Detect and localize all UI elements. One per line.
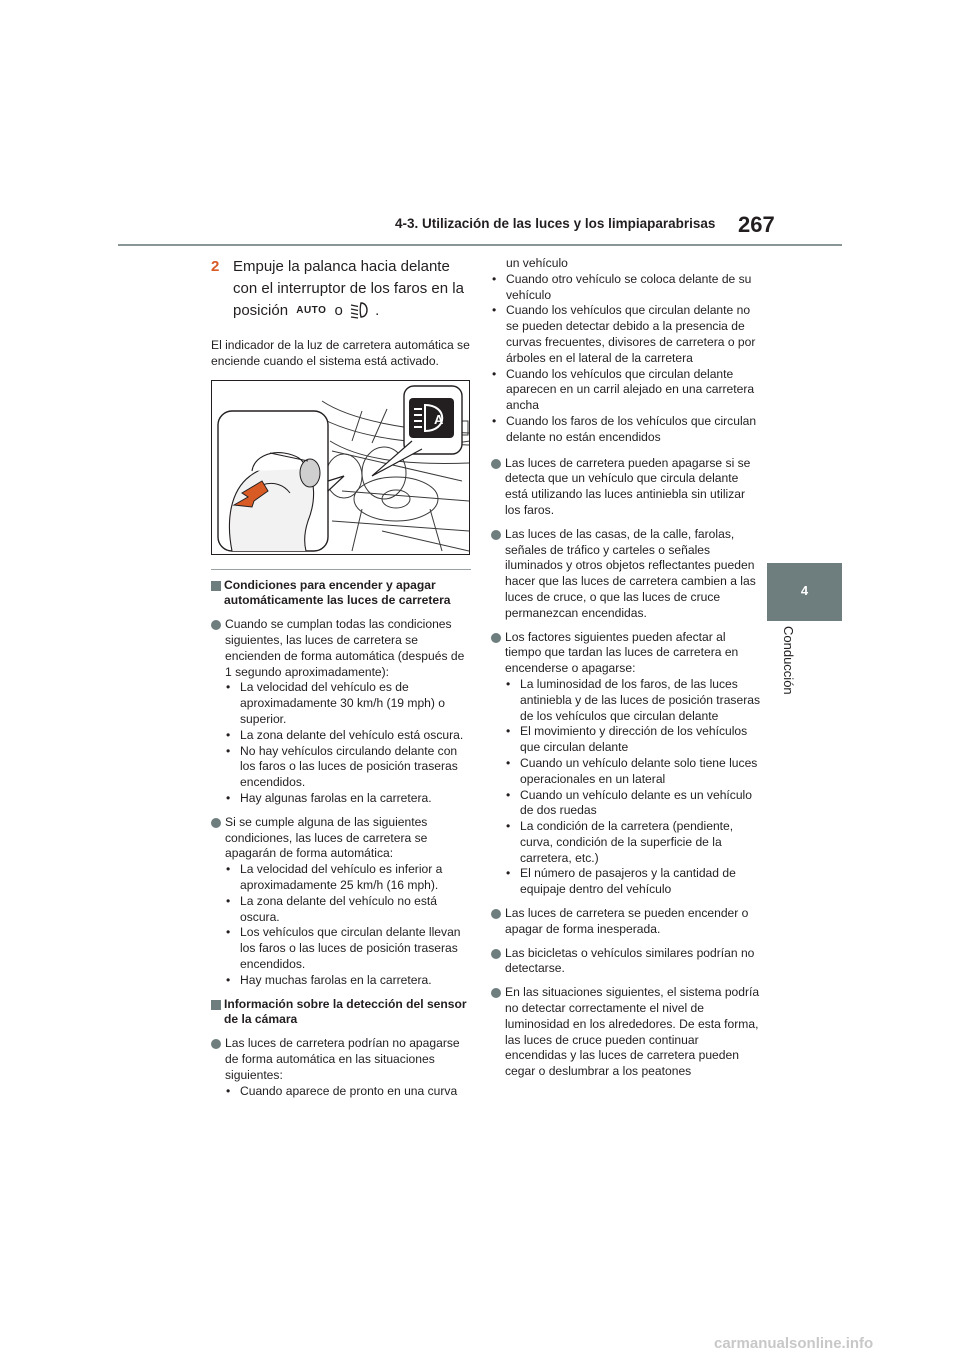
sub-item-text: La condición de la carretera (pendiente, curva, condición de la superficie de la carretera, etc.)	[520, 819, 734, 865]
step-2	[211, 256, 473, 326]
sub-item-text: Hay muchas farolas en la carretera.	[240, 972, 432, 987]
sub-item: • Cuando los faros de los vehículos que circulan delante no están encendidos	[492, 413, 757, 444]
bullet-item	[491, 527, 763, 622]
step-line-3	[233, 300, 473, 326]
heading-text: Información sobre la detección del sensor de la cámara	[224, 996, 467, 1027]
step-period: .	[375, 302, 380, 319]
section-heading-camera	[211, 997, 473, 1029]
bullet-item	[491, 985, 763, 1080]
heading-square-icon	[211, 1000, 221, 1010]
sub-item-text: Cuando aparece de pronto en una curva	[240, 1083, 458, 1098]
sub-item-text: No hay vehículos circulando delante con los faros o las luces de posición traseras encendidos.	[240, 743, 458, 790]
bullet-text: Las luces de carretera se pueden encender o apagar de forma inesperada.	[505, 906, 749, 936]
sub-item-text: La zona delante del vehículo está oscura.	[240, 727, 464, 742]
bullet-dot-icon	[211, 620, 221, 630]
bullet-dot-icon	[491, 909, 501, 919]
sub-item: • La condición de la carretera (pendiente, curva, condición de la superficie de la carretera, etc.)	[506, 819, 734, 865]
sub-item-text: El movimiento y dirección de los vehículos que circulan delante	[520, 724, 748, 755]
bullet-item	[211, 815, 473, 989]
left-column	[211, 256, 473, 1107]
bullet-item	[491, 946, 763, 978]
lever-illustration	[211, 380, 470, 555]
bullet-text: En las situaciones siguientes, el sistema podría no detectar correctamente el nivel de luminosidad en los alrededores. De esta forma, las luces de cruce pueden continuar encendidas y las luces de carretera pueden cegar o deslumbrar a los peatones	[505, 985, 760, 1079]
bullet-text: Las luces de carretera pueden apagarse si se detecta que un vehículo que circula delante está utilizando las luces antiniebla sin utilizar los faros.	[505, 455, 751, 517]
auto-icon: AUTO	[296, 305, 327, 316]
sub-item: • No hay vehículos circulando delante con los faros o las luces de posición traseras encendidos.	[226, 743, 458, 790]
sub-item-text: El número de pasajeros y la cantidad de equipaje dentro del vehículo	[520, 866, 736, 897]
step-or-word: o	[334, 302, 343, 319]
bullet-text: Las bicicletas o vehículos similares podrían no detectarse.	[505, 945, 755, 976]
right-column	[491, 256, 763, 1088]
bullet-dot-icon	[211, 818, 221, 828]
low-beam-icon	[350, 301, 372, 326]
sub-item-text: Cuando un vehículo delante es un vehículo de dos ruedas	[520, 787, 752, 818]
bullet-text: Las luces de las casas, de la calle, farolas, señales de tráfico y carteles o señales iluminados y otros objetos reflectantes pueden hacer que las luces de carretera cambien a las luces de cruce, o que las luces de cruce permanezcan encendidas.	[505, 526, 756, 620]
watermark: carmanualsonline.info	[714, 1335, 874, 1352]
sub-item: • Cuando un vehículo delante solo tiene luces operacionales en un lateral	[506, 755, 758, 786]
bullet-item	[211, 1036, 473, 1099]
sub-item-text: Hay algunas farolas en la carretera.	[240, 790, 432, 805]
bullet-text: Cuando se cumplan todas las condiciones siguientes, las luces de carretera se encienden de forma automática (después de 1 segundo aproximadamente):	[225, 617, 465, 679]
bullet-dot-icon	[491, 633, 501, 643]
bullet-dot-icon	[491, 459, 501, 469]
section-heading-on-off	[211, 578, 473, 610]
sub-item-text: La zona delante del vehículo no está oscura.	[240, 893, 438, 924]
bullet-item	[491, 906, 763, 938]
heading-text: Condiciones para encender y apagar automáticamente las luces de carretera	[224, 577, 451, 608]
sub-item: • Cuando aparece de pronto en una curva	[226, 1083, 458, 1098]
page-number: 267	[738, 212, 775, 237]
sub-item: • La zona delante del vehículo está oscura.	[226, 727, 464, 742]
sub-item-text: Cuando los vehículos que circulan delante no se pueden detectar debido a la presencia de curvas frecuentes, divisores de carretera o por árboles en el lateral de la carretera	[506, 303, 756, 365]
step-position-word: posición	[233, 302, 289, 319]
sub-item: • Los vehículos que circulan delante llevan los faros o las luces de posición traseras encendidos.	[226, 925, 461, 971]
figure-divider	[211, 569, 471, 570]
hand-lever-inset	[218, 411, 344, 551]
intro-text: El indicador de la luz de carretera automática se enciende cuando el sistema está activado.	[211, 338, 470, 368]
sub-item: • El movimiento y dirección de los vehículos que circulan delante	[506, 724, 748, 755]
chapter-number: 4	[800, 583, 809, 598]
indicator-letter: A	[434, 411, 444, 427]
step-line-1: Empuje la palanca hacia delante	[233, 258, 450, 275]
chapter-name: Conducción	[781, 626, 796, 695]
sub-item-continuation: un vehículo	[506, 256, 568, 270]
heading-square-icon	[211, 581, 221, 591]
sub-item: • La velocidad del vehículo es de aproximadamente 30 km/h (19 mph) o superior.	[226, 680, 446, 726]
bullet-dot-icon	[491, 949, 501, 959]
sub-item: • La zona delante del vehículo no está oscura.	[226, 893, 438, 924]
sub-item-text: La velocidad del vehículo es inferior a aproximadamente 25 km/h (16 mph).	[240, 862, 443, 892]
sub-item-text: Cuando los faros de los vehículos que circulan delante no están encendidos	[506, 413, 757, 444]
sub-item-text: Cuando otro vehículo se coloca delante de su vehículo	[506, 271, 752, 302]
bullet-dot-icon	[491, 988, 501, 998]
sub-item: • Cuando un vehículo delante es un vehículo de dos ruedas	[506, 787, 752, 818]
sub-item: • Hay algunas farolas en la carretera.	[226, 790, 432, 805]
step-number: 2	[211, 258, 220, 275]
sub-item-text: Cuando un vehículo delante solo tiene luces operacionales en un lateral	[520, 755, 758, 786]
section-title: 4-3. Utilización de las luces y los limpiaparabrisas	[395, 216, 716, 231]
chapter-label-wrap	[767, 626, 842, 716]
sub-item: • Cuando otro vehículo se coloca delante de su vehículo	[492, 271, 752, 302]
header-divider	[118, 244, 842, 246]
sub-item: • Cuando los vehículos que circulan delante aparecen en un carril alejado en una carretera ancha	[492, 366, 755, 413]
bullet-item	[211, 617, 473, 807]
bullet-dot-icon	[491, 530, 501, 540]
sub-item: • El número de pasajeros y la cantidad de equipaje dentro del vehículo	[506, 866, 736, 897]
bullet-dot-icon	[211, 1039, 221, 1049]
bullet-text: Si se cumple alguna de las siguientes condiciones, las luces de carretera se apagarán de forma automática:	[225, 814, 428, 861]
sub-item-text: La velocidad del vehículo es de aproximadamente 30 km/h (19 mph) o superior.	[240, 680, 446, 726]
sub-item-text: Los vehículos que circulan delante llevan los faros o las luces de posición traseras encendidos.	[240, 925, 461, 971]
sub-item: • La velocidad del vehículo es inferior a aproximadamente 25 km/h (16 mph).	[226, 862, 443, 892]
bullet-item	[491, 456, 763, 519]
bullet-item	[491, 630, 763, 899]
step-line-2: con el interruptor de los faros en la	[233, 280, 464, 297]
chapter-tab	[767, 563, 842, 621]
sub-item-text: La luminosidad de los faros, de las luces antiniebla y de las luces de posición traseras de los vehículos que circulan delante	[520, 676, 760, 723]
bullet-text: Los factores siguientes pueden afectar al tiempo que tardan las luces de carretera en encenderse o apagarse:	[505, 629, 739, 676]
bullet-text: Las luces de carretera podrían no apagarse de forma automática en las situaciones siguientes:	[225, 1036, 460, 1082]
sub-item-text: Cuando los vehículos que circulan delante aparecen en un carril alejado en una carretera ancha	[506, 366, 755, 413]
sub-item: • Hay muchas farolas en la carretera.	[226, 972, 432, 987]
sub-item: • Cuando los vehículos que circulan delante no se pueden detectar debido a la presencia de curvas frecuentes, divisores de carretera o por árboles en el lateral de la carretera	[492, 303, 756, 365]
sub-item: • La luminosidad de los faros, de las luces antiniebla y de las luces de posición traseras de los vehículos que circulan delante	[506, 676, 760, 723]
